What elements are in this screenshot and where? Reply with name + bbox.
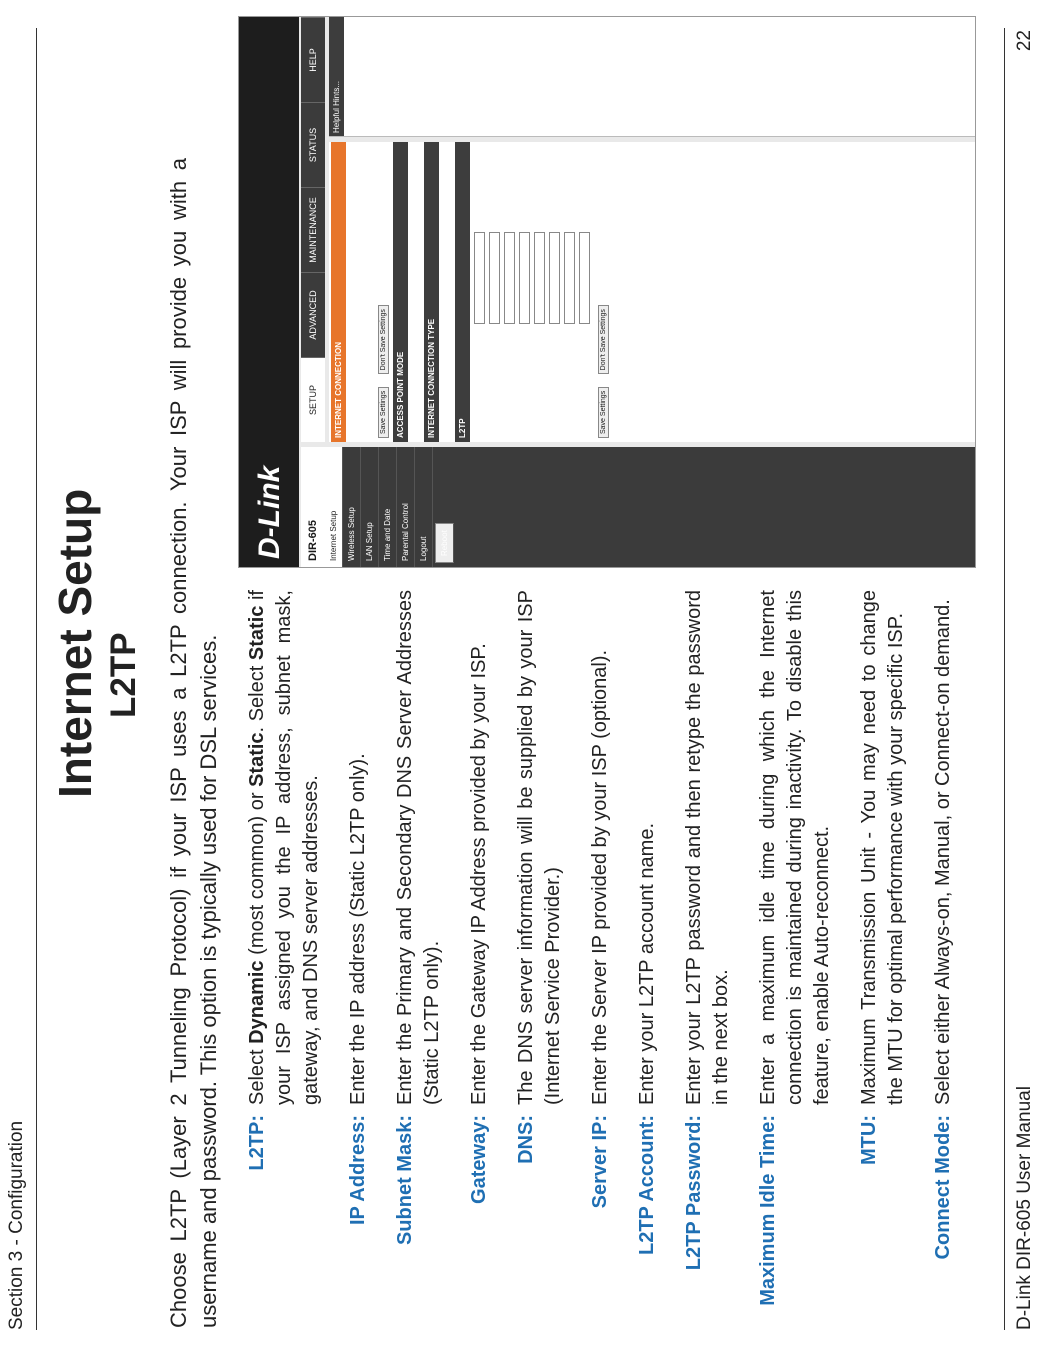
- placeholder-text-line: [348, 142, 360, 442]
- placeholder-text-line: [410, 142, 422, 442]
- form-row: [562, 142, 577, 442]
- save-settings-button[interactable]: Save Settings: [378, 387, 389, 438]
- definition-max-idle-time: [755, 590, 836, 1330]
- description: Enter the Server IP provided by your ISP (optional).: [589, 649, 611, 1105]
- term: Connect Mode:: [932, 1115, 954, 1260]
- text-field[interactable]: [489, 232, 500, 324]
- description: The DNS server information will be supplied by your ISP (Internet Service Provider.): [515, 590, 564, 1105]
- tab-status[interactable]: STATUS: [301, 102, 325, 187]
- text-field[interactable]: [504, 232, 515, 324]
- description: Enter your L2TP account name.: [636, 822, 658, 1105]
- definition-l2tp: [244, 590, 325, 1330]
- definition-gateway: [466, 590, 493, 1330]
- form-row: [577, 142, 592, 442]
- footer-manual: D-Link DIR-605 User Manual: [1014, 1086, 1035, 1330]
- term: Subnet Mask:: [394, 1115, 416, 1246]
- definition-dns: [513, 590, 567, 1330]
- dlink-logo: D-Link: [253, 465, 286, 559]
- tab-help[interactable]: HELP: [301, 17, 325, 102]
- nav-wireless-setup[interactable]: Wireless Setup: [343, 447, 361, 567]
- description: Enter the Gateway IP Address provided by your ISP.: [468, 643, 490, 1105]
- form-row: [532, 142, 547, 442]
- text-field[interactable]: [519, 232, 530, 324]
- model-label: DIR-605: [301, 447, 325, 567]
- definition-l2tp-account: [634, 590, 661, 1330]
- placeholder-text-line: [344, 17, 359, 136]
- definition-ip-address: [345, 590, 372, 1330]
- definition-subnet-mask: [392, 590, 446, 1330]
- help-title: Helpful Hints...: [329, 17, 344, 136]
- text-field[interactable]: [549, 232, 560, 324]
- nav-internet-setup[interactable]: Internet Setup: [325, 447, 343, 567]
- top-nav: [301, 17, 325, 442]
- text-field[interactable]: [474, 232, 485, 324]
- router-banner: [239, 17, 299, 567]
- term: Maximum Idle Time:: [757, 1115, 779, 1306]
- section-connection-type: INTERNET CONNECTION TYPE: [424, 142, 439, 442]
- term: L2TP Password:: [683, 1115, 705, 1271]
- bottom-rule: [1004, 28, 1005, 1330]
- definition-connect-mode: [930, 590, 957, 1330]
- term: Server IP:: [589, 1115, 611, 1209]
- term: Gateway:: [468, 1115, 490, 1204]
- placeholder-text-line: [441, 142, 453, 442]
- section-access-point-mode: ACCESS POINT MODE: [393, 142, 408, 442]
- description: Enter the Primary and Secondary DNS Server Addresses (Static L2TP only).: [394, 590, 443, 1105]
- definitions-list: [244, 590, 977, 1330]
- definition-mtu: [856, 590, 910, 1330]
- nav-parental-control[interactable]: Parental Control: [397, 447, 415, 567]
- description: Select Dynamic (most common) or Static. Select Static if your ISP assigned you the IP address, subnet mask, gateway, and DNS server addresses.: [246, 590, 322, 1105]
- definition-l2tp-password: [681, 590, 735, 1330]
- page-title: Internet Setup: [49, 488, 101, 798]
- text-field[interactable]: [534, 232, 545, 324]
- dont-save-button[interactable]: Don't Save Settings: [378, 305, 389, 374]
- term: L2TP Account:: [636, 1115, 658, 1256]
- save-settings-button-bottom[interactable]: Save Settings: [598, 387, 609, 438]
- section-l2tp: L2TP: [455, 142, 470, 442]
- term: L2TP:: [246, 1115, 268, 1171]
- router-main-panel: [329, 142, 975, 442]
- form-row: [547, 142, 562, 442]
- form-row: [517, 142, 532, 442]
- nav-lan-setup[interactable]: LAN Setup: [361, 447, 379, 567]
- nav-logout[interactable]: Logout: [415, 447, 433, 567]
- form-row: [472, 142, 487, 442]
- left-nav: [325, 447, 975, 567]
- router-ui-screenshot: [238, 16, 976, 568]
- description: Maximum Transmission Unit - You may need to change the MTU for optimal performance with your specific ISP.: [858, 590, 907, 1105]
- tab-maintenance[interactable]: MAINTENANCE: [301, 187, 325, 272]
- description: Enter the IP address (Static L2TP only).: [347, 753, 369, 1105]
- description: Enter your L2TP password and then retype the password in the next box.: [683, 590, 732, 1105]
- tab-advanced[interactable]: ADVANCED: [301, 272, 325, 357]
- term: IP Address:: [347, 1115, 369, 1226]
- section-header: Section 3 - Configuration: [6, 1120, 27, 1330]
- dont-save-button-bottom[interactable]: Don't Save Settings: [598, 305, 609, 374]
- nav-time-date[interactable]: Time and Date: [379, 447, 397, 567]
- definition-server-ip: [587, 590, 614, 1330]
- term: MTU:: [858, 1115, 880, 1165]
- top-rule: [36, 28, 37, 1330]
- help-panel: [329, 17, 975, 137]
- description: Select either Always-on, Manual, or Connect-on demand.: [932, 599, 954, 1105]
- section-internet-connection: INTERNET CONNECTION: [331, 142, 346, 442]
- text-field[interactable]: [564, 232, 575, 324]
- page-subtitle: L2TP: [104, 632, 143, 718]
- reboot-button[interactable]: Reboot: [435, 523, 454, 563]
- intro-paragraph: Choose L2TP (Layer 2 Tunneling Protocol) if your ISP uses a L2TP connection. Your ISP will provide you with a username and password. This option is typically used for DSL services.: [166, 158, 221, 1328]
- placeholder-text-line: [360, 142, 372, 442]
- footer-page-number: 22: [1014, 30, 1035, 52]
- tab-setup[interactable]: SETUP: [301, 357, 325, 442]
- form-row: [487, 142, 502, 442]
- text-field[interactable]: [579, 232, 590, 324]
- description: Enter a maximum idle time during which the Internet connection is maintained during inactivity. To disable this feature, enable Auto-reconnect.: [757, 590, 833, 1105]
- form-row: [502, 142, 517, 442]
- term: DNS:: [515, 1115, 537, 1164]
